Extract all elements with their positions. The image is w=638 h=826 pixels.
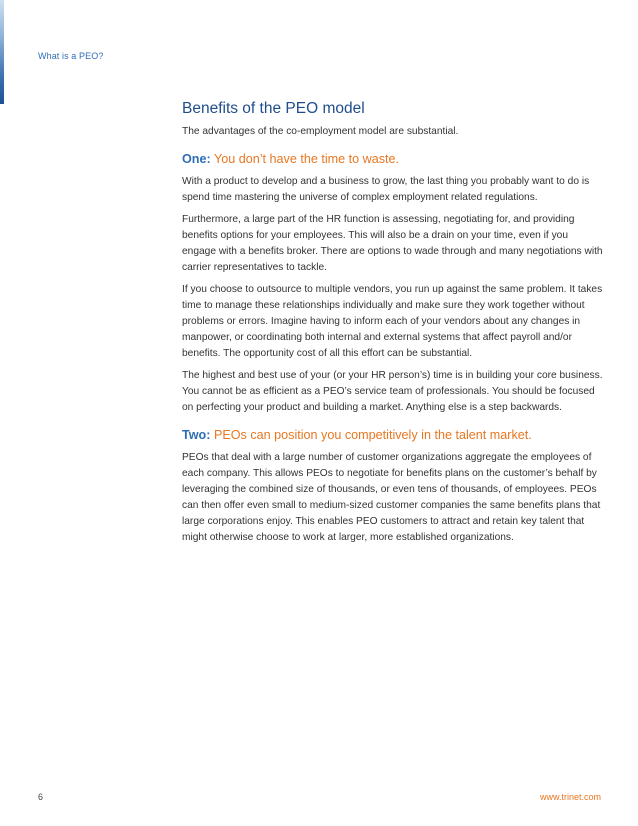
section-intro: The advantages of the co-employment model are substantial. bbox=[182, 126, 459, 137]
paragraph: PEOs that deal with a large number of customer organizations aggregate the employees of each company. This allows PEOs to negotiate for benefits plans on the customer’s behalf by leveraging the combined size of thousands, or even tens of thousands, of employees. PEOs can then offer even small to medium-sized customer companies the same benefits plans that large corporations enjoy. This enables PEO customers to attract and retain key talent that might otherwise choose to work at larger, more established organizations. bbox=[182, 452, 601, 543]
point-one-heading bbox=[182, 150, 604, 168]
point-two-heading-text: PEOs can position you competitively in the talent market. bbox=[213, 428, 532, 442]
point-two-number: Two: bbox=[182, 428, 211, 442]
point-two-heading bbox=[182, 426, 604, 444]
point-one-number: One: bbox=[182, 152, 211, 166]
paragraph: Furthermore, a large part of the HR function is assessing, negotiating for, and providing benefits options for your employees. This will also be a drain on your time, even if you engage with a benefits broker. There are options to wade through and many negotiations with carrier representatives to tackle. bbox=[182, 214, 603, 273]
footer-url-link[interactable]: www.trinet.com bbox=[539, 792, 601, 802]
edge-accent-bar bbox=[0, 0, 4, 104]
point-one-heading-text: You don’t have the time to waste. bbox=[213, 152, 400, 166]
main-content bbox=[182, 100, 604, 546]
paragraph: The highest and best use of your (or your HR person’s) time is in building your core business. You cannot be as efficient as a PEO’s service team of professionals. You should be focused on perfecting your product and building a market. Anything else is a step backwards. bbox=[182, 370, 603, 413]
page-number: 6 bbox=[38, 792, 44, 802]
running-head: What is a PEO? bbox=[38, 51, 104, 61]
paragraph: If you choose to outsource to multiple vendors, you run up against the same problem. It takes time to manage these relationships individually and make sure they work together without problems or errors. Imagine having to inform each of your vendors about any changes in manpower, or coordinating both internal and external systems that affect payroll and/or benefits. The opportunity cost of all this effort can be substantial. bbox=[182, 284, 603, 359]
section-title: Benefits of the PEO model bbox=[182, 100, 365, 117]
paragraph: With a product to develop and a business to grow, the last thing you probably want to do is spend time mastering the universe of complex employment related regulations. bbox=[182, 176, 590, 203]
